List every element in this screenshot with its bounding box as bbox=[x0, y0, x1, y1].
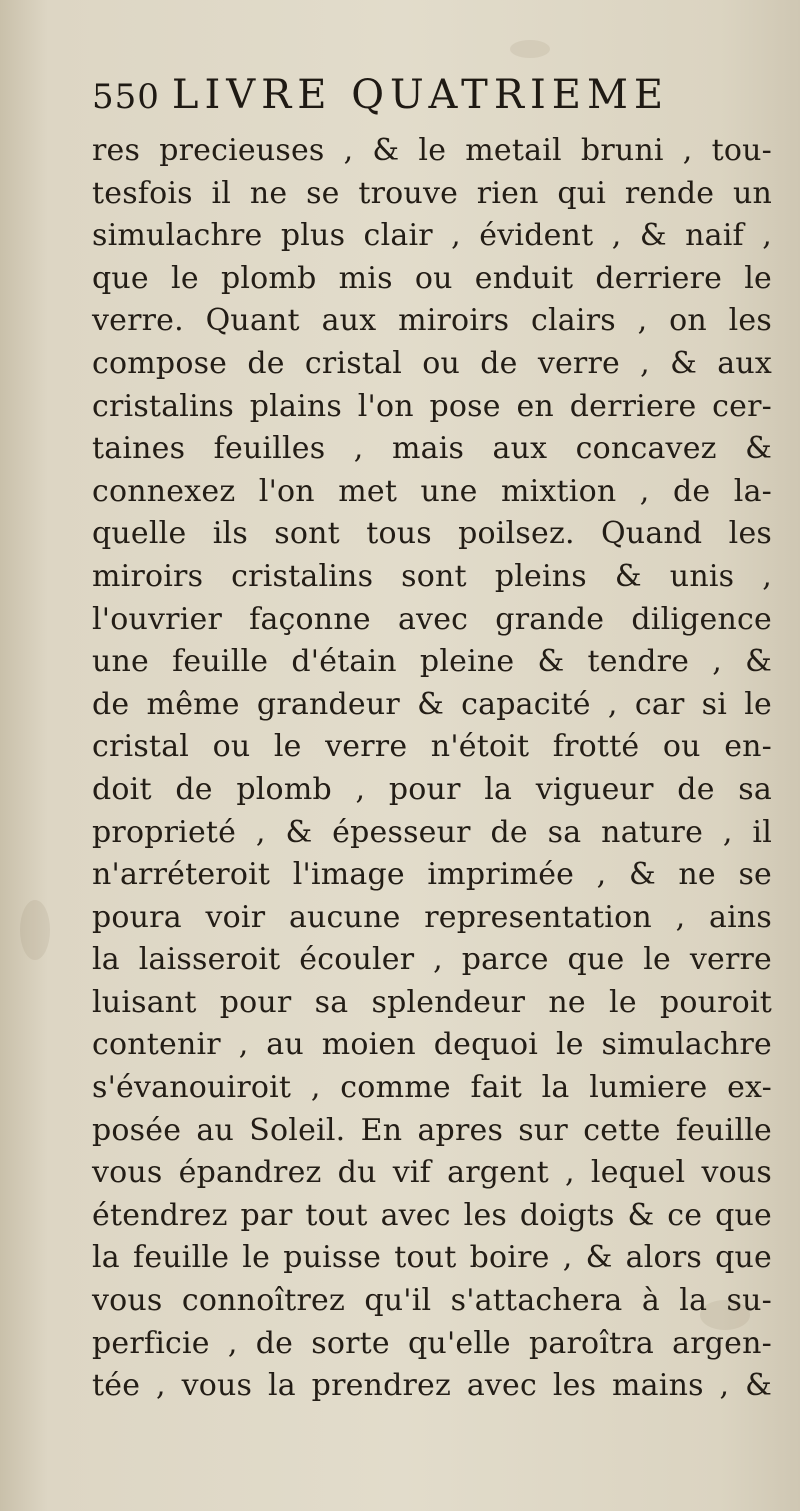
text-line: taines feuilles , mais aux concavez & bbox=[92, 431, 772, 467]
text-line: compose de cristal ou de verre , & aux bbox=[92, 345, 772, 381]
text-line: proprieté , & épesseur de sa nature , il bbox=[92, 814, 772, 850]
text-line: verre. Quant aux miroirs clairs , on les bbox=[92, 303, 772, 339]
body-text bbox=[92, 130, 772, 1408]
text-line: poura voir aucune representation , ains bbox=[92, 899, 772, 935]
text-line: tée , vous la prendrez avec les mains , & bbox=[92, 1368, 772, 1404]
page-number: 550 bbox=[92, 77, 160, 117]
text-line: simulachre plus clair , évident , & naif , bbox=[92, 218, 772, 254]
paper-stain bbox=[510, 40, 550, 58]
text-line: miroirs cristalins sont pleins & unis , bbox=[92, 558, 772, 594]
text-line: l'ouvrier façonne avec grande diligence bbox=[92, 601, 772, 637]
text-line: doit de plomb , pour la vigueur de sa bbox=[92, 771, 772, 807]
text-line: perficie , de sorte qu'elle paroîtra argen- bbox=[92, 1325, 772, 1361]
running-head: LIVRE QUATRIEME bbox=[171, 72, 670, 118]
text-line: posée au Soleil. En apres sur cette feuille bbox=[92, 1112, 772, 1148]
text-line: connexez l'on met une mixtion , de la- bbox=[92, 473, 772, 509]
text-line: étendrez par tout avec les doigts & ce que bbox=[92, 1197, 772, 1233]
text-line: la feuille le puisse tout boire , & alors que bbox=[92, 1240, 772, 1276]
text-line: contenir , au moien dequoi le simulachre bbox=[92, 1027, 772, 1063]
text-line: cristalins plains l'on pose en derriere cer- bbox=[92, 388, 772, 424]
text-line: tesfois il ne se trouve rien qui rende un bbox=[92, 175, 772, 211]
text-line: que le plomb mis ou enduit derriere le bbox=[92, 260, 772, 296]
page-header bbox=[92, 72, 692, 128]
text-line: de même grandeur & capacité , car si le bbox=[92, 686, 772, 722]
text-line: n'arréteroit l'image imprimée , & ne se bbox=[92, 857, 772, 893]
text-line: une feuille d'étain pleine & tendre , & bbox=[92, 644, 772, 680]
paper-stain bbox=[20, 900, 50, 960]
text-line: vous connoîtrez qu'il s'attachera à la su- bbox=[92, 1283, 772, 1319]
text-line: la laisseroit écouler , parce que le verre bbox=[92, 942, 772, 978]
text-line: cristal ou le verre n'étoit frotté ou en- bbox=[92, 729, 772, 765]
text-line: vous épandrez du vif argent , lequel vous bbox=[92, 1155, 772, 1191]
text-line: quelle ils sont tous poilsez. Quand les bbox=[92, 516, 772, 552]
text-line: s'évanouiroit , comme fait la lumiere ex- bbox=[92, 1070, 772, 1106]
text-line: luisant pour sa splendeur ne le pouroit bbox=[92, 984, 772, 1020]
text-line: res precieuses , & le metail bruni , tou- bbox=[92, 133, 772, 168]
